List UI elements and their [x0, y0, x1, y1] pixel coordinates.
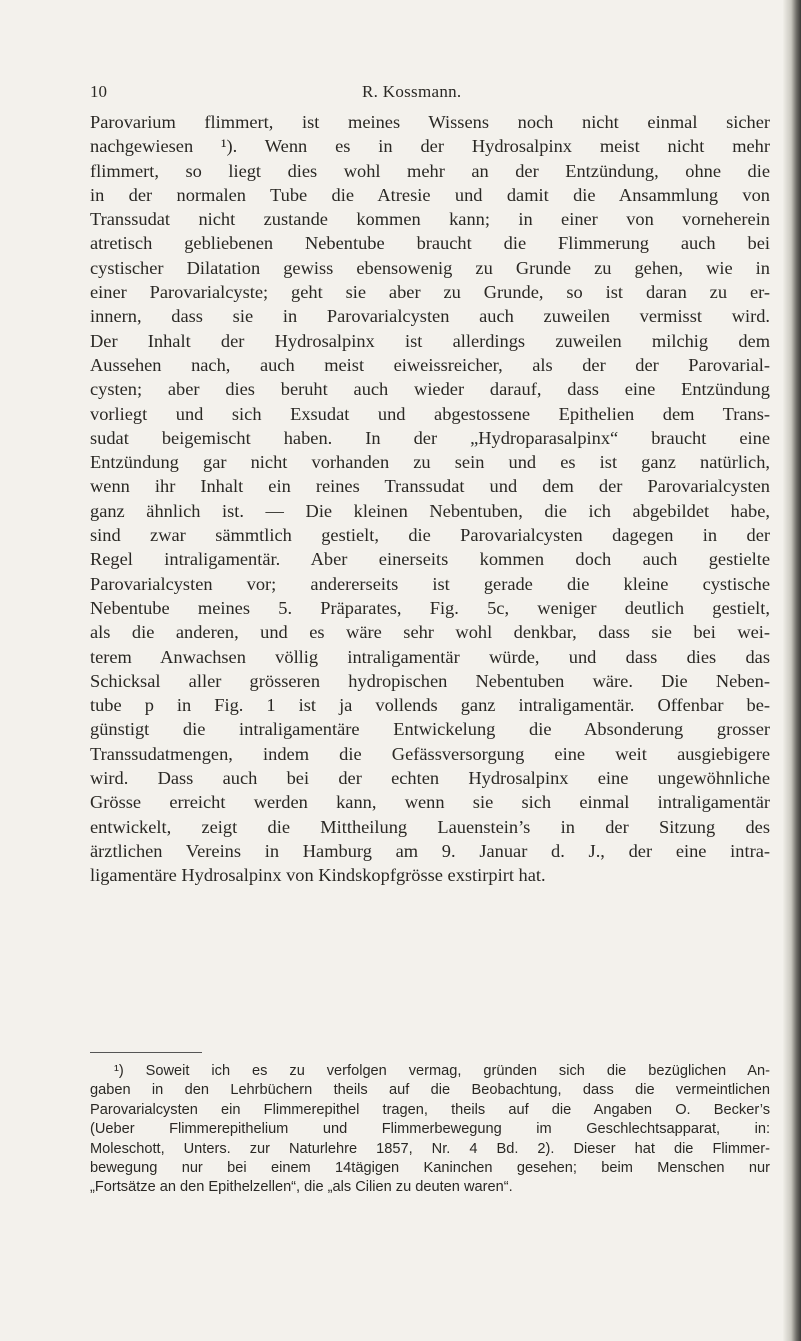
- page-header: [90, 82, 770, 108]
- body-line: Grösse erreicht werden kann, wenn sie sich einmal intraligamentär: [90, 792, 770, 813]
- body-line: günstigt die intraligamentäre Entwickelung die Absonderung grosser: [90, 719, 770, 740]
- body-line: Nebentube meines 5. Präparates, Fig. 5c, weniger deutlich gestielt,: [90, 597, 770, 618]
- body-line: ligamentäre Hydrosalpinx von Kindskopfgrösse exstirpirt hat.: [90, 865, 546, 886]
- footnote-line: bewegung nur bei einem 14tägigen Kaninchen gesehen; beim Menschen nur: [90, 1159, 770, 1176]
- footnote-line: ¹) Soweit ich es zu verfolgen vermag, gründen sich die bezüglichen An-: [114, 1063, 770, 1079]
- body-line: entwickelt, zeigt die Mittheilung Lauenstein’s in der Sitzung des: [90, 816, 770, 837]
- body-line: einer Parovarialcyste; geht sie aber zu Grunde, so ist daran zu er-: [90, 282, 770, 303]
- footnote-line: Parovarialcysten ein Flimmerepithel tragen, theils auf die Angaben O. Becker’s: [90, 1101, 770, 1118]
- body-line: als die anderen, und es wäre sehr wohl denkbar, dass sie bei wei-: [90, 622, 770, 643]
- footnote-line: Moleschott, Unters. zur Naturlehre 1857, Nr. 4 Bd. 2). Dieser hat die Flimmer-: [90, 1140, 770, 1157]
- body-line: terem Anwachsen völlig intraligamentär würde, und dass dies das: [90, 646, 770, 667]
- body-line: flimmert, so liegt dies wohl mehr an der Entzündung, ohne die: [90, 160, 770, 181]
- footnote-line: (Ueber Flimmerepithelium und Flimmerbewegung im Geschlechtsapparat, in:: [90, 1121, 770, 1138]
- body-line: Entzündung gar nicht vorhanden zu sein und es ist ganz natürlich,: [90, 452, 770, 473]
- body-line: ganz ähnlich ist. — Die kleinen Nebentuben, die ich abgebildet habe,: [90, 500, 770, 521]
- body-line: sudat beigemischt haben. In der „Hydroparasalpinx“ braucht eine: [90, 427, 770, 448]
- book-spine-edge: [783, 0, 801, 1341]
- body-line: Parovarialcysten vor; andererseits ist gerade die kleine cystische: [90, 573, 770, 594]
- body-line: in der normalen Tube die Atresie und damit die Ansammlung von: [90, 184, 770, 205]
- footnotes: [90, 1062, 770, 1198]
- body-line: ärztlichen Vereins in Hamburg am 9. Januar d. J., der eine intra-: [90, 840, 770, 861]
- body-line: vorliegt und sich Exsudat und abgestossene Epithelien dem Trans-: [90, 403, 770, 424]
- body-line: tube p in Fig. 1 ist ja vollends ganz intraligamentär. Offenbar be-: [90, 695, 770, 716]
- body-line: wenn ihr Inhalt ein reines Transsudat und dem der Parovarialcysten: [90, 476, 770, 497]
- body-line: sind zwar sämmtlich gestielt, die Parovarialcysten dagegen in der: [90, 525, 770, 546]
- footnote-line: gaben in den Lehrbüchern theils auf die Beobachtung, dass die vermeintlichen: [90, 1082, 770, 1099]
- body-line: Parovarium flimmert, ist meines Wissens noch nicht einmal sicher: [90, 112, 770, 132]
- body-line: Transsudatmengen, indem die Gefässversorgung eine weit ausgiebigere: [90, 743, 770, 764]
- body-line: atretisch gebliebenen Nebentube braucht die Flimmerung auch bei: [90, 233, 770, 254]
- body-line: Schicksal aller grösseren hydropischen Nebentuben wäre. Die Neben-: [90, 670, 770, 691]
- footnote-divider: [90, 1052, 202, 1053]
- body-line: cysten; aber dies beruht auch wieder darauf, dass eine Entzündung: [90, 379, 770, 400]
- body-line: Transsudat nicht zustande kommen kann; in einer von vorneherein: [90, 209, 770, 230]
- body-line: Aussehen nach, auch meist eiweissreicher, als der der Parovarial-: [90, 354, 770, 375]
- body-text: [90, 110, 770, 888]
- body-line: innern, dass sie in Parovarialcysten auch zuweilen vermisst wird.: [90, 306, 770, 327]
- body-line: Regel intraligamentär. Aber einerseits kommen doch auch gestielte: [90, 549, 770, 570]
- page-number: 10: [90, 82, 107, 101]
- body-line: cystischer Dilatation gewiss ebensowenig zu Grunde zu gehen, wie in: [90, 257, 770, 278]
- footnote-line: „Fortsätze an den Epithelzellen“, die „als Cilien zu deuten waren“.: [90, 1179, 513, 1196]
- running-head: R. Kossmann.: [362, 82, 462, 101]
- body-line: wird. Dass auch bei der echten Hydrosalpinx eine ungewöhnliche: [90, 768, 770, 789]
- body-line: nachgewiesen ¹). Wenn es in der Hydrosalpinx meist nicht mehr: [90, 136, 770, 157]
- body-line: Der Inhalt der Hydrosalpinx ist allerdings zuweilen milchig dem: [90, 330, 770, 351]
